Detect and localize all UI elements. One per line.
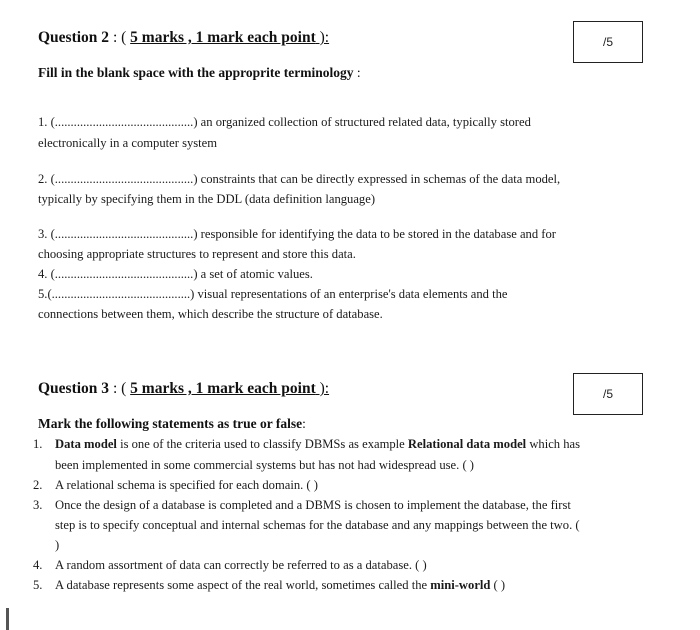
q3-item-4-line-1[interactable]: A random assortment of data can correctly be referred to as a database. ( ) <box>55 558 427 572</box>
q2-heading-close: ): <box>315 29 330 46</box>
q2-item-5-line-1[interactable]: 5.(............................................) visual representations of an enterprise's data elements and the <box>38 287 508 301</box>
q2-instruction <box>38 65 361 81</box>
q3-item-1-term-relational: Relational data model <box>407 437 527 451</box>
q2-item-2-line-1[interactable]: 2. (............................................) constraints that can be directly expressed in schemas of the data model, <box>38 172 561 186</box>
q3-item-1-number: 1. <box>33 437 43 451</box>
page-edge-marker <box>6 608 9 630</box>
q3-item-3-line-1: Once the design of a database is completed and a DBMS is chosen to implement the database, the first <box>55 498 571 512</box>
q2-instruction-colon: : <box>353 65 361 80</box>
q3-heading <box>38 380 329 398</box>
q3-item-5-term-mini-world: mini-world <box>430 578 491 592</box>
q3-instruction-colon: : <box>302 416 306 431</box>
q2-item-2-line-2: typically by specifying them in the DDL (data definition language) <box>38 192 376 206</box>
q3-item-4-number: 4. <box>33 558 43 572</box>
q3-item-1-line-2[interactable]: been implemented in some commercial systems but has not had widespread use. ( ) <box>55 458 474 472</box>
q2-item-4-line-1[interactable]: 4. (............................................) a set of atomic values. <box>38 267 313 281</box>
q2-item-3-line-1[interactable]: 3. (............................................) responsible for identifying the data to be stored in the database and for <box>38 227 556 241</box>
q3-item-2-line-1[interactable]: A relational schema is specified for each domain. ( ) <box>55 478 318 492</box>
q3-item-5-number: 5. <box>33 578 43 592</box>
q2-item-1-line-1[interactable]: 1. (............................................) an organized collection of structured related data, typically stored <box>38 115 531 129</box>
q3-item-3-line-3[interactable]: ) <box>55 538 60 552</box>
q3-item-3-number: 3. <box>33 498 43 512</box>
q3-item-5-text-a: A database represents some aspect of the real world, sometimes called the <box>55 578 431 592</box>
q3-item-5-text-b: ( ) <box>490 578 506 592</box>
q2-heading-marks: 5 marks , 1 mark each point <box>130 29 316 46</box>
q3-heading-close: ): <box>315 380 330 397</box>
q3-heading-title: Question 3 <box>38 380 110 397</box>
q3-item-1-line-1 <box>55 437 580 452</box>
q3-item-1-text-b: which has <box>526 437 581 451</box>
q2-marks-box[interactable]: /5 <box>573 21 643 63</box>
q3-heading-sep: : ( <box>109 380 131 397</box>
q3-item-1-term-data-model: Data model <box>55 437 117 451</box>
q3-item-1-text-a: is one of the criteria used to classify DBMSs as example <box>116 437 408 451</box>
q3-item-5-line-1[interactable] <box>55 578 505 593</box>
q2-item-1-line-2: electronically in a computer system <box>38 136 218 150</box>
q3-instruction-text: Mark the following statements as true or false <box>38 416 303 431</box>
q2-heading-sep: : ( <box>109 29 131 46</box>
q3-heading-marks: 5 marks , 1 mark each point <box>130 380 316 397</box>
q3-item-3-line-2[interactable]: step is to specify conceptual and internal schemas for the database and any mappings between the two. ( <box>55 518 580 532</box>
q3-item-2-number: 2. <box>33 478 43 492</box>
q2-heading <box>38 29 329 47</box>
q3-marks-box[interactable]: /5 <box>573 373 643 415</box>
q2-instruction-text: Fill in the blank space with the approprite terminology <box>38 65 354 80</box>
q3-instruction <box>38 416 306 432</box>
q2-item-3-line-2: choosing appropriate structures to represent and store this data. <box>38 247 356 261</box>
q2-item-5-line-2: connections between them, which describe the structure of database. <box>38 307 383 321</box>
q2-heading-title: Question 2 <box>38 29 110 46</box>
